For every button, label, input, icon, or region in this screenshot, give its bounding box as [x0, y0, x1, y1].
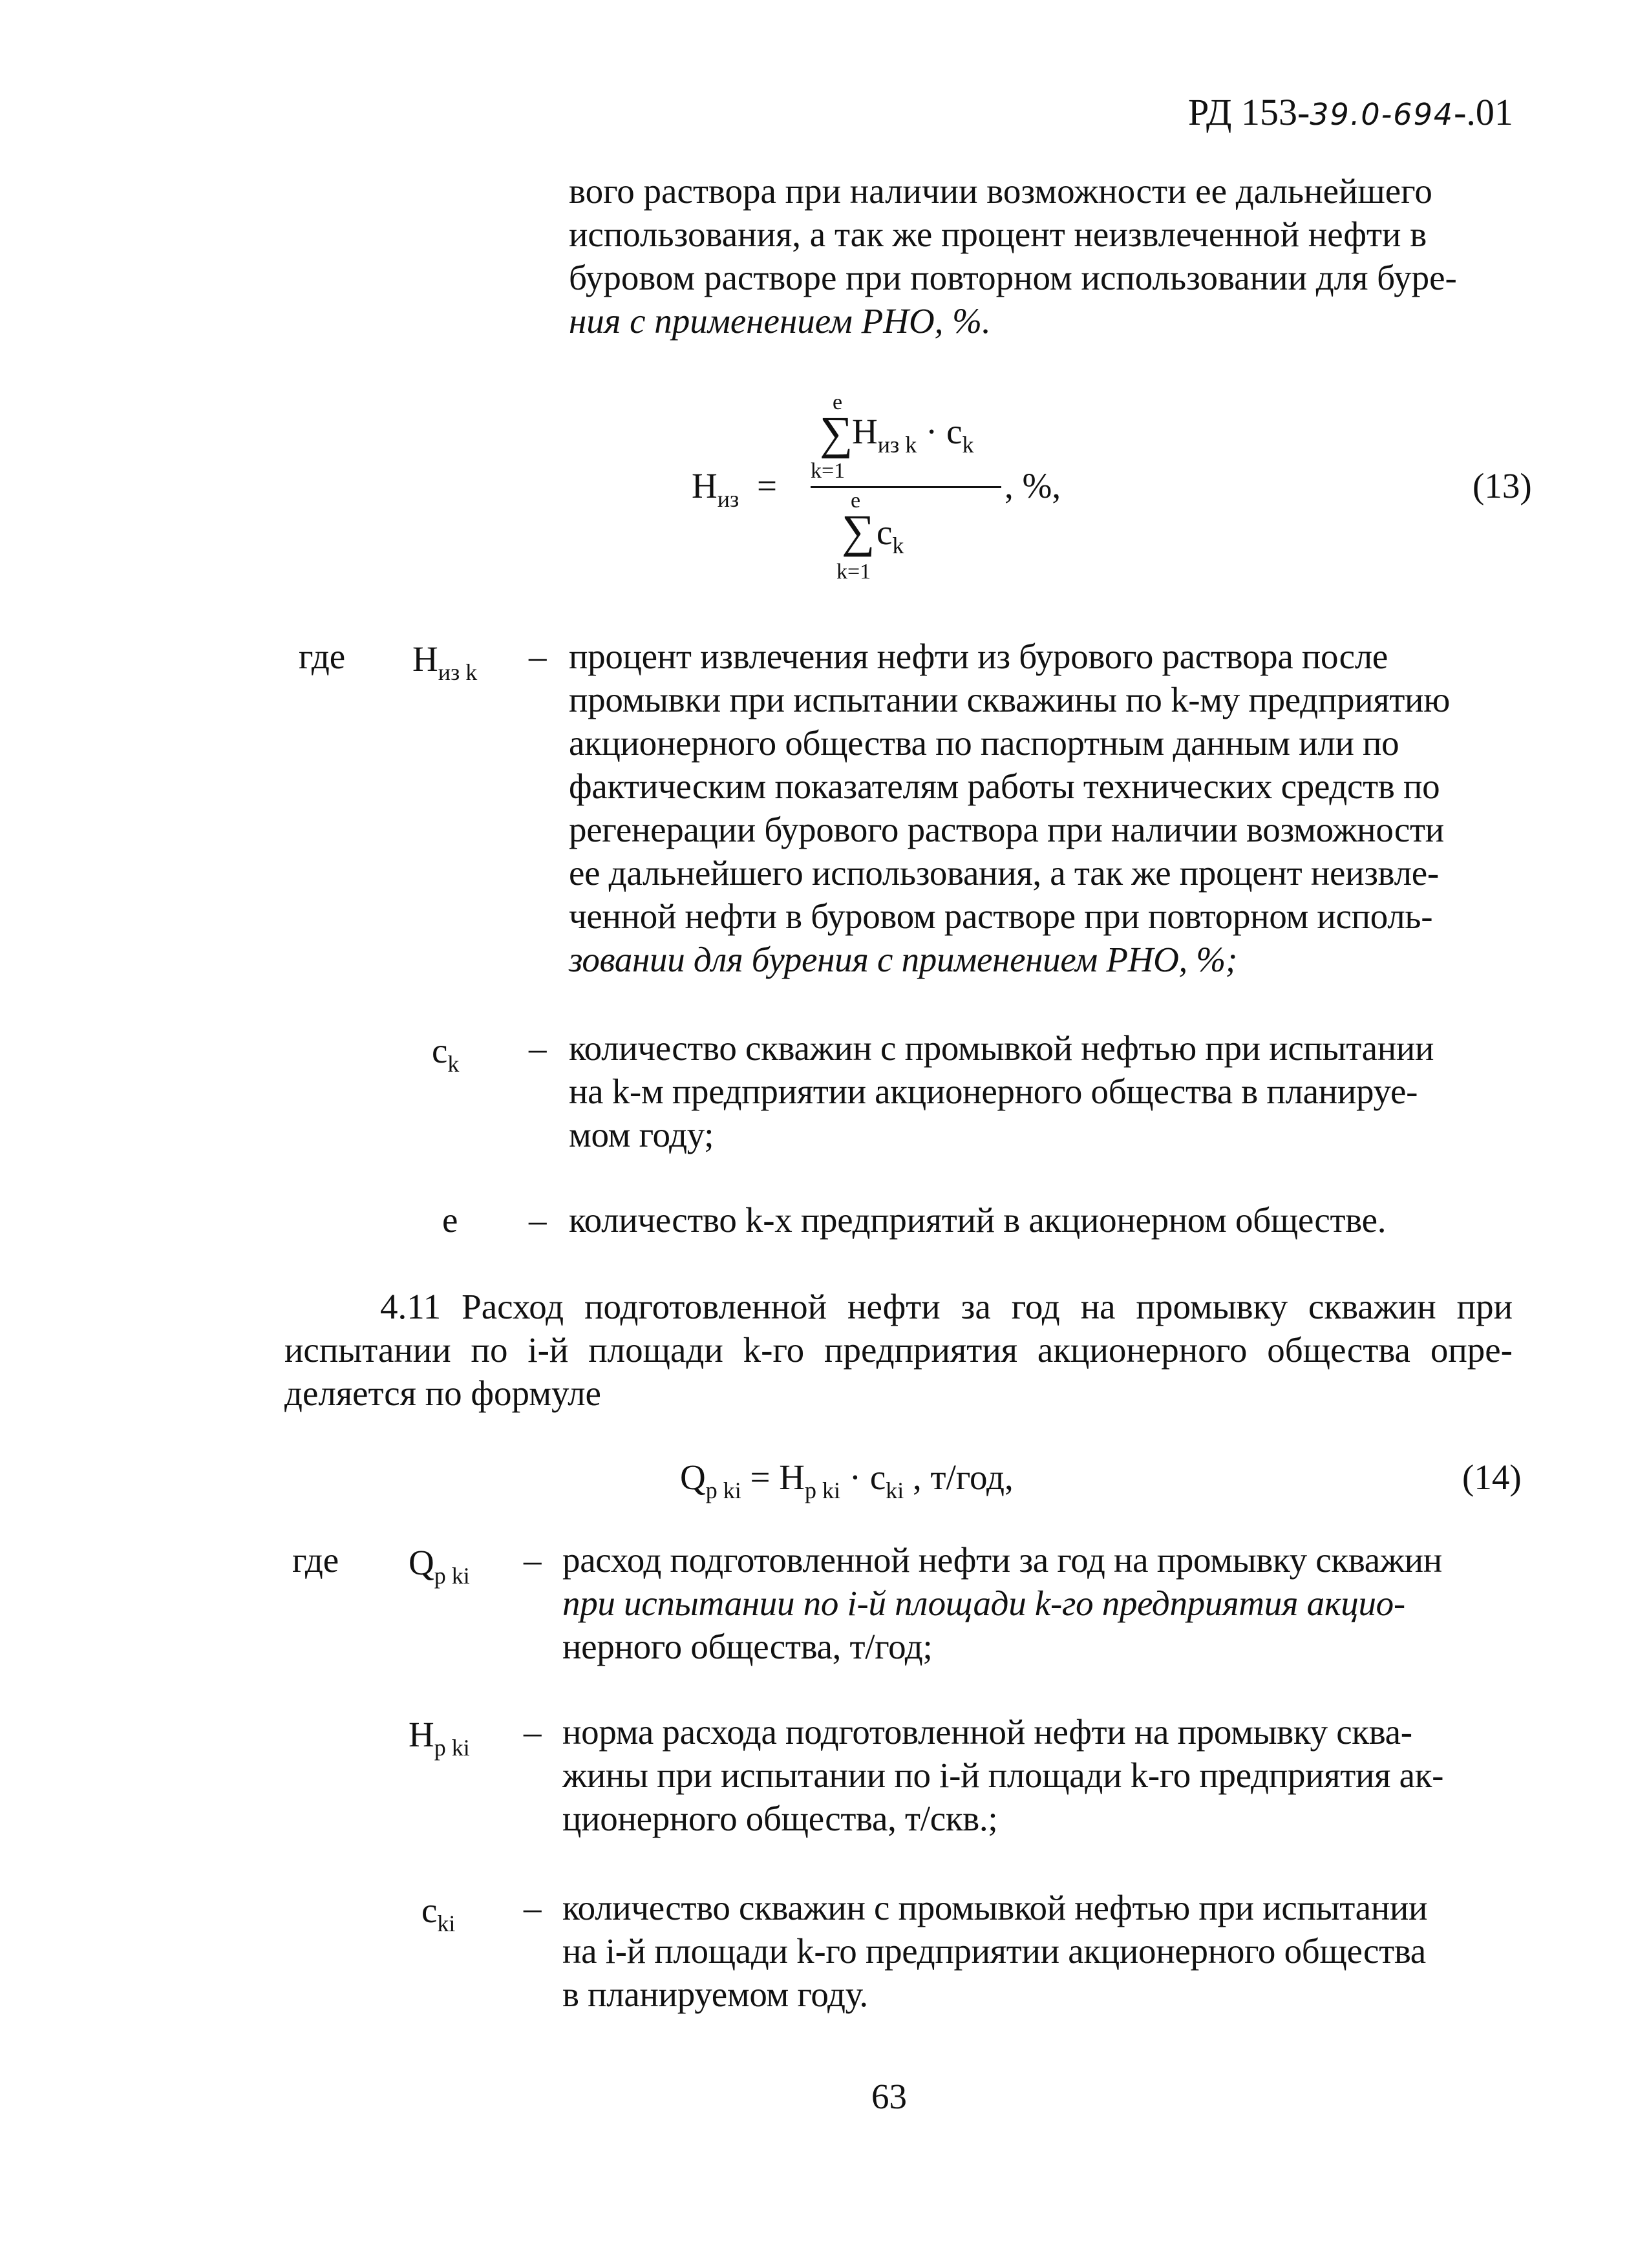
sum-lower-limit: k=1: [811, 459, 845, 483]
lhs-h: Н: [692, 466, 718, 505]
paragraph-line: испытании по i-й площади k-го предприятия акционерного общества опре-: [284, 1330, 1513, 1370]
def-symbol: $Q_{p ki}$: [409, 1543, 470, 1589]
where-label: где: [292, 1540, 339, 1580]
def-text: количество k-х предприятий в акционерном обществе.: [569, 1200, 1387, 1240]
lhs-h-sub: из: [717, 486, 739, 512]
fraction-bar: [811, 486, 1001, 488]
paragraph-4-11: [284, 1285, 1513, 1415]
denominator-c-sub: k: [892, 533, 904, 558]
formula-14-c: c: [869, 1457, 886, 1497]
paragraph-line: деляется по формуле: [284, 1373, 601, 1413]
def-dash: –: [529, 1028, 547, 1068]
numerator-c-sub: k: [962, 432, 974, 458]
intro-line: буровом растворе при повторном использовании для буре-: [569, 258, 1457, 297]
formula-14-number: (14): [1462, 1457, 1522, 1497]
def-dash: –: [529, 637, 547, 676]
document-code-handwritten: 39.0-694: [1310, 97, 1454, 132]
intro-line: ния с применением РНО, %.: [569, 301, 991, 341]
numerator-h-sub: из k: [877, 432, 917, 458]
def-text: процент извлечения нефти из бурового раствора после промывки при испытании скважины по k-му предприятию акционерного общества по паспортным данным или по фактическим показателям работы технических средств по регенерации бурового раствора при наличии возможности ее дальнейшего использования, а так же процент неизвле- ченной нефти в буровом растворе при повторном исполь- зовании для бурения с применением РНО, %;: [569, 637, 1450, 979]
lhs-equals: =: [756, 466, 778, 505]
formula-13-units: , %,: [1005, 466, 1061, 505]
formula-14-q: Q: [680, 1457, 706, 1497]
def-symbol: $Н_{из k}$: [412, 639, 478, 685]
def-dash: –: [524, 1540, 542, 1580]
numerator-c: c: [946, 412, 962, 451]
def-text: расход подготовленной нефти за год на промывку скважин при испытании по i-й площади k-го предприятия акцио- нерного общества, т/год;: [562, 1540, 1442, 1666]
def-text: количество скважин с промывкой нефтью при испытании на k-м предприятии акционерного общества в планируе- мом году;: [569, 1028, 1434, 1154]
denominator-c: c: [877, 513, 893, 552]
formula-14-h: Н: [779, 1457, 805, 1497]
paragraph-line: 4.11 Расход подготовленной нефти за год на промывку скважин при: [380, 1287, 1513, 1326]
formula-14: $Q_{p ki} = Н_{p ki} \cdot c_{ki}$ , т/год,: [680, 1457, 1014, 1503]
denominator-sum-sign: ∑: [842, 505, 875, 557]
def-dash: –: [524, 1712, 542, 1752]
where-label: где: [299, 637, 346, 676]
def-dash: –: [529, 1200, 547, 1240]
document-code-suffix: -.01: [1454, 91, 1513, 133]
document-code-prefix: РД 153-: [1188, 91, 1310, 133]
document-code: [1188, 90, 1513, 136]
intro-paragraph: [569, 169, 1457, 343]
def-dash: –: [524, 1888, 542, 1927]
def-symbol: $c_{ki}$: [421, 1891, 456, 1936]
numerator-dot: ·: [925, 412, 938, 451]
sum-sign: ∑: [820, 407, 853, 459]
numerator-h: Н: [852, 412, 878, 451]
page-number: 63: [871, 2077, 907, 2116]
denominator-upper-limit: e: [851, 489, 861, 513]
formula-13-number: (13): [1473, 466, 1532, 505]
denominator-lower-limit: k=1: [836, 560, 871, 584]
def-symbol: $c_k$: [432, 1031, 460, 1077]
formula-13-lhs: [692, 464, 777, 521]
numerator-term: [852, 410, 973, 467]
sum-upper-limit: e: [833, 390, 843, 414]
denominator-term: [877, 511, 904, 567]
intro-line: использования, а так же процент неизвлеченной нефти в: [569, 215, 1427, 254]
intro-line: вого раствора при наличии возможности ее дальнейшего: [569, 171, 1432, 211]
def-symbol: $Н_{p ki}$: [409, 1715, 470, 1761]
def-text: норма расхода подготовленной нефти на промывку сква- жины при испытании по i-й площади k-го предприятия ак- ционерного общества, т/скв.;: [562, 1712, 1444, 1838]
def-text: количество скважин с промывкой нефтью при испытании на i-й площади k-го предприятии акционерного общества в планируемом году.: [562, 1888, 1428, 2014]
def-symbol: e: [442, 1200, 458, 1240]
